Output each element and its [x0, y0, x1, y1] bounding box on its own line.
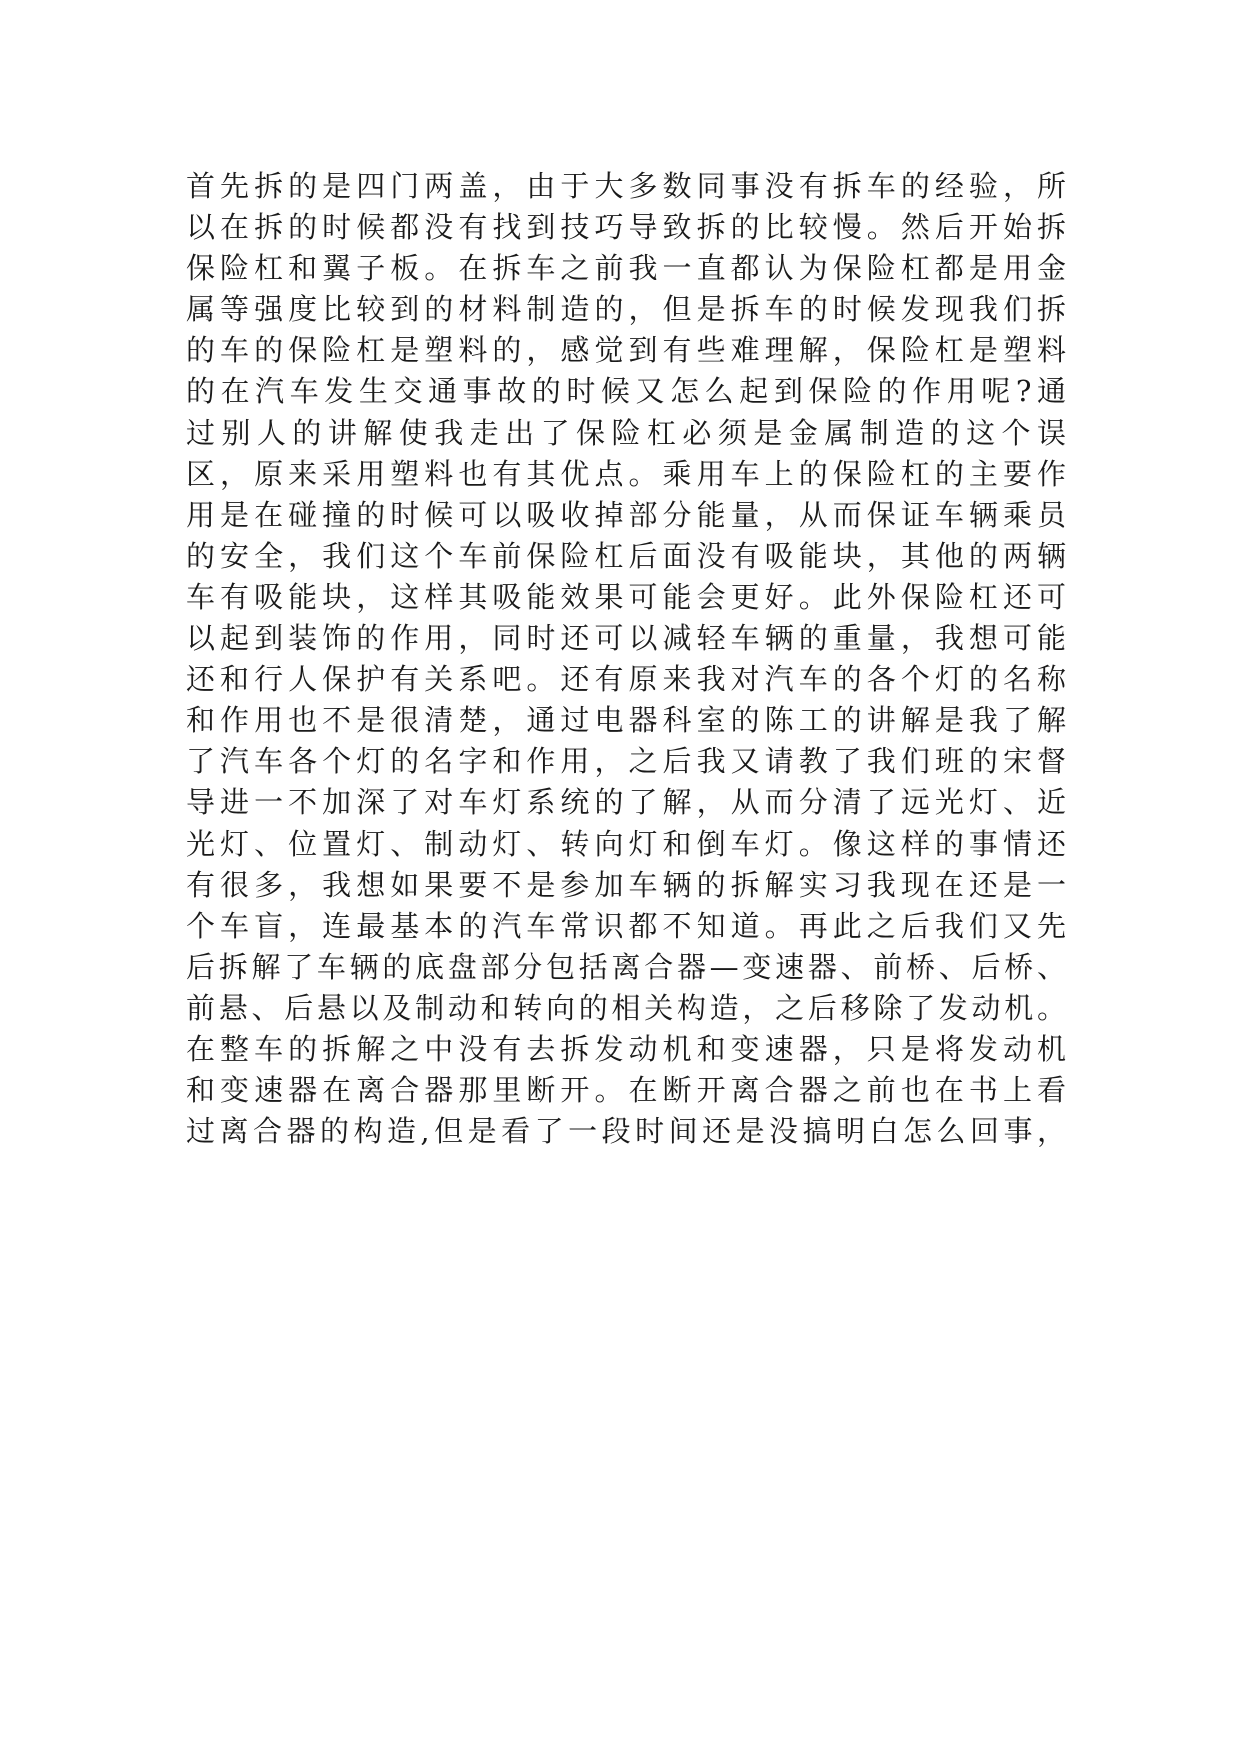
text-line: 以在拆的时候都没有找到技巧导致拆的比较慢。然后开始拆 — [186, 210, 1066, 245]
text-line: 还和行人保护有关系吧。还有原来我对汽车的各个灯的名称 — [186, 662, 1066, 697]
text-line: 和变速器在离合器那里断开。在断开离合器之前也在书上看 — [186, 1073, 1066, 1108]
text-line: 用是在碰撞的时候可以吸收掉部分能量，从而保证车辆乘员 — [186, 497, 1066, 532]
text-line: 了汽车各个灯的名字和作用，之后我又请教了我们班的宋督 — [186, 744, 1066, 779]
text-line: 保险杠和翼子板。在拆车之前我一直都认为保险杠都是用金 — [186, 251, 1066, 286]
text-line: 的在汽车发生交通事故的时候又怎么起到保险的作用呢?通 — [186, 374, 1066, 409]
text-line: 的安全，我们这个车前保险杠后面没有吸能块，其他的两辆 — [186, 538, 1066, 573]
text-line: 属等强度比较到的材料制造的，但是拆车的时候发现我们拆 — [186, 292, 1066, 327]
text-line: 区，原来采用塑料也有其优点。乘用车上的保险杠的主要作 — [186, 456, 1066, 491]
body-paragraph — [186, 166, 1066, 1152]
text-line: 首先拆的是四门两盖，由于大多数同事没有拆车的经验，所 — [186, 169, 1066, 203]
text-line: 前悬、后悬以及制动和转向的相关构造，之后移除了发动机。 — [186, 990, 1066, 1025]
text-line: 过别人的讲解使我走出了保险杠必须是金属制造的这个误 — [186, 415, 1066, 450]
text-line: 在整车的拆解之中没有去拆发动机和变速器，只是将发动机 — [186, 1031, 1066, 1066]
text-line: 以起到装饰的作用，同时还可以减轻车辆的重量，我想可能 — [186, 621, 1066, 656]
text-line: 个车盲，连最基本的汽车常识都不知道。再此之后我们又先 — [186, 908, 1066, 943]
text-line: 有很多，我想如果要不是参加车辆的拆解实习我现在还是一 — [186, 867, 1066, 902]
text-line: 车有吸能块，这样其吸能效果可能会更好。此外保险杠还可 — [186, 579, 1066, 614]
text-line: 后拆解了车辆的底盘部分包括离合器—变速器、前桥、后桥、 — [186, 949, 1066, 984]
text-line: 光灯、位置灯、制动灯、转向灯和倒车灯。像这样的事情还 — [186, 826, 1066, 861]
text-line: 过离合器的构造,但是看了一段时间还是没搞明白怎么回事， — [186, 1114, 1066, 1149]
text-line: 的车的保险杠是塑料的，感觉到有些难理解，保险杠是塑料 — [186, 333, 1066, 368]
text-line: 导进一不加深了对车灯系统的了解，从而分清了远光灯、近 — [186, 785, 1066, 820]
text-line: 和作用也不是很清楚，通过电器科室的陈工的讲解是我了解 — [186, 703, 1066, 738]
